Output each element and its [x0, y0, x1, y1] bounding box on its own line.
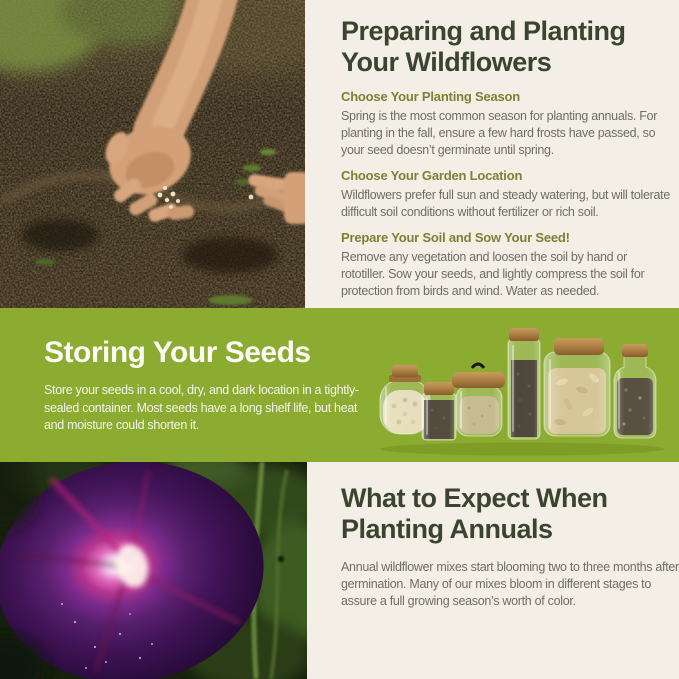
- expect-text-block: [341, 483, 679, 610]
- tip-planting-season-body: Spring is the most common season for planting annuals. For planting in the fall, ensure a few hard frosts have passed, so your seed doesn’t germinate until spring.: [341, 109, 658, 157]
- tip-garden-location-heading: Choose Your Garden Location: [341, 168, 523, 183]
- hand-sowing-seeds-illustration: [0, 0, 305, 308]
- jar-sandy-seeds: [452, 364, 505, 436]
- tip-planting-season-heading: Choose Your Planting Season: [341, 89, 521, 104]
- tip-garden-location: [341, 168, 673, 221]
- photo-morning-glory: [0, 462, 307, 679]
- tip-prepare-soil-heading: Prepare Your Soil and Sow Your Seed!: [341, 230, 570, 245]
- jar-mixed-seeds: [614, 344, 656, 438]
- expect-body: Annual wildflower mixes start blooming two to three months after germination. Many of our mixes bloom in different stages to assure a full growing season’s worth of color.: [341, 560, 679, 608]
- jar-pumpkin-seeds: [544, 338, 610, 436]
- preparing-title: Preparing and Planting Your Wildflowers: [341, 16, 626, 77]
- tip-garden-location-body: Wildflowers prefer full sun and steady watering, but will tolerate difficult soil conditions without fertilizer or rich soil.: [341, 188, 670, 219]
- tip-prepare-soil: [341, 230, 673, 300]
- tip-planting-season: [341, 89, 673, 159]
- storing-title: Storing Your Seeds: [44, 336, 311, 369]
- preparing-text-block: [341, 16, 673, 309]
- photo-hand-sowing-seeds: [0, 0, 305, 308]
- morning-glory-illustration: [0, 462, 307, 679]
- tip-prepare-soil-body: Remove any vegetation and loosen the soil by hand or rototiller. Sow your seeds, and lightly compress the soil for protection from birds and wind. Water as needed.: [341, 250, 645, 298]
- seed-jars-illustration: [372, 316, 670, 458]
- storing-body: Store your seeds in a cool, dry, and dark location in a tightly-sealed container. Most seeds have a long shelf life, but heat and moisture could shorten it.: [44, 383, 359, 432]
- expect-title: What to Expect When Planting Annuals: [341, 483, 608, 544]
- photo-seed-jars: [372, 316, 670, 458]
